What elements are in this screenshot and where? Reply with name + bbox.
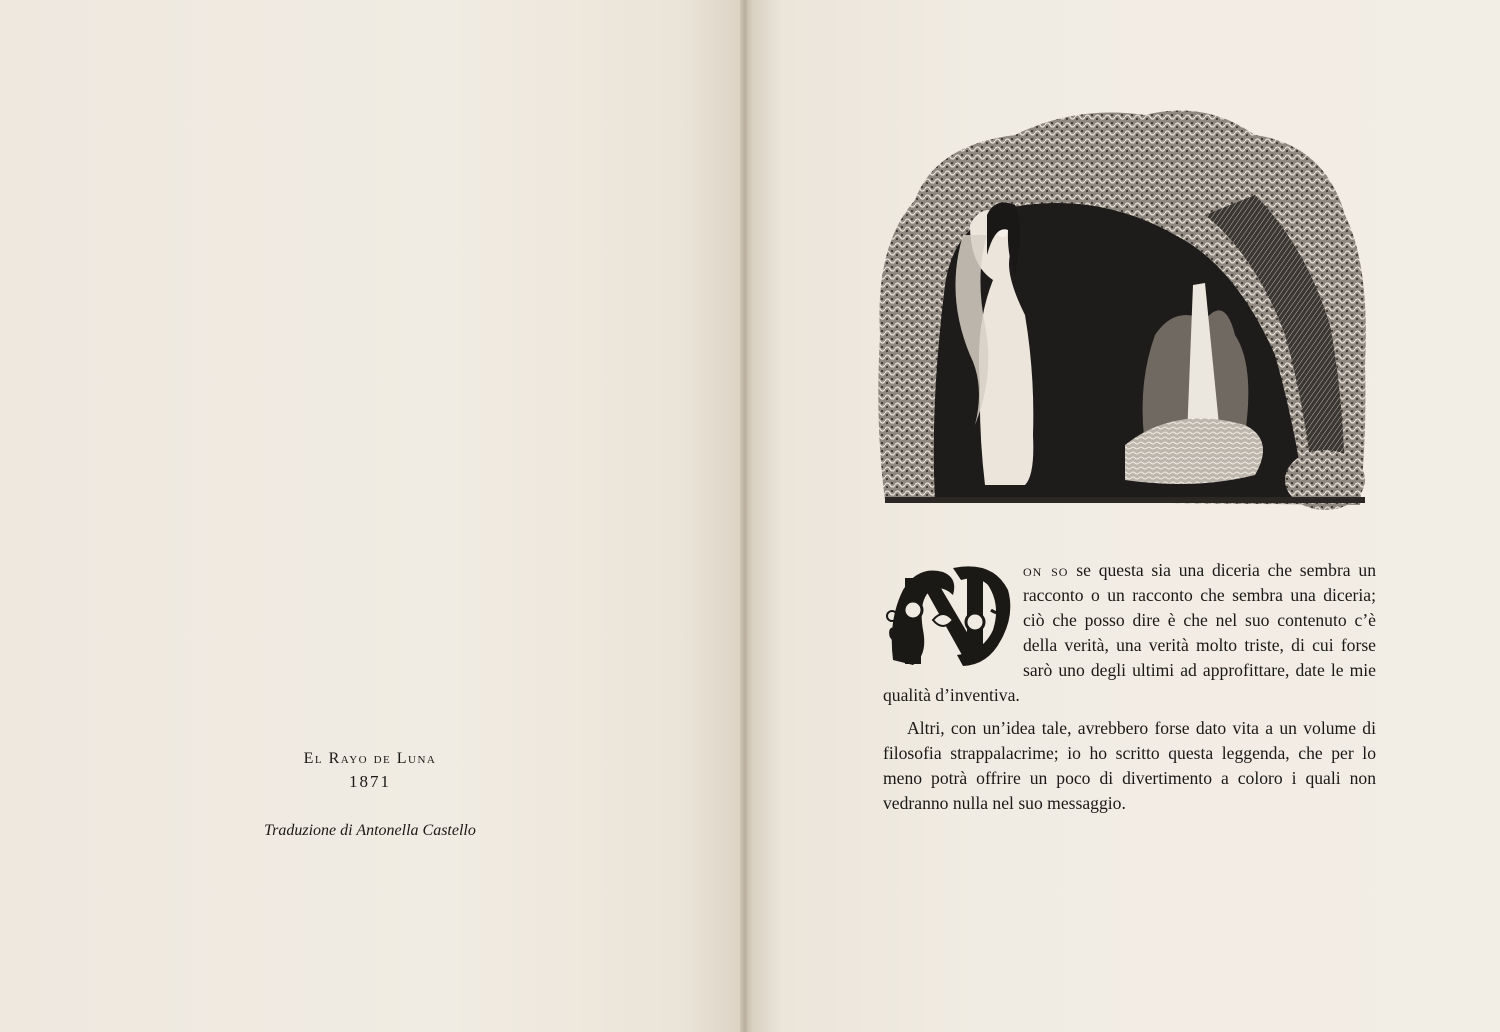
translator-credit: Traduzione di Antonella Castello — [264, 822, 476, 839]
paragraph-1-text: se questa sia una diceria che sembra un racconto o un racconto che sembra una diceria; ciò che posso dire è che nel suo contenuto c’è della verità, una verità molto triste, di cui forse sarò uno degli ultimi ad approfittare, date le mie qualità d’inventiva. — [883, 560, 1376, 705]
body-text — [883, 558, 1376, 816]
paragraph-1-lead: on so — [1023, 560, 1069, 580]
engraving-woman-in-forest-icon — [875, 105, 1370, 515]
paragraph-2: Altri, con un’idea tale, avrebbero forse dato vita a un volume di filosofia strappalacrime; io ho scritto questa leggenda, che per lo meno potrà offrire un poco di divertimento a coloro i quali non vedranno nulla nel suo messaggio. — [883, 718, 1376, 813]
ornate-drop-cap-icon — [883, 560, 1017, 672]
title-block — [200, 748, 540, 842]
book-title: El Rayo de Luna — [303, 750, 437, 767]
book-year: 1871 — [349, 772, 391, 791]
book-gutter — [740, 0, 752, 1032]
left-page — [0, 0, 740, 1032]
